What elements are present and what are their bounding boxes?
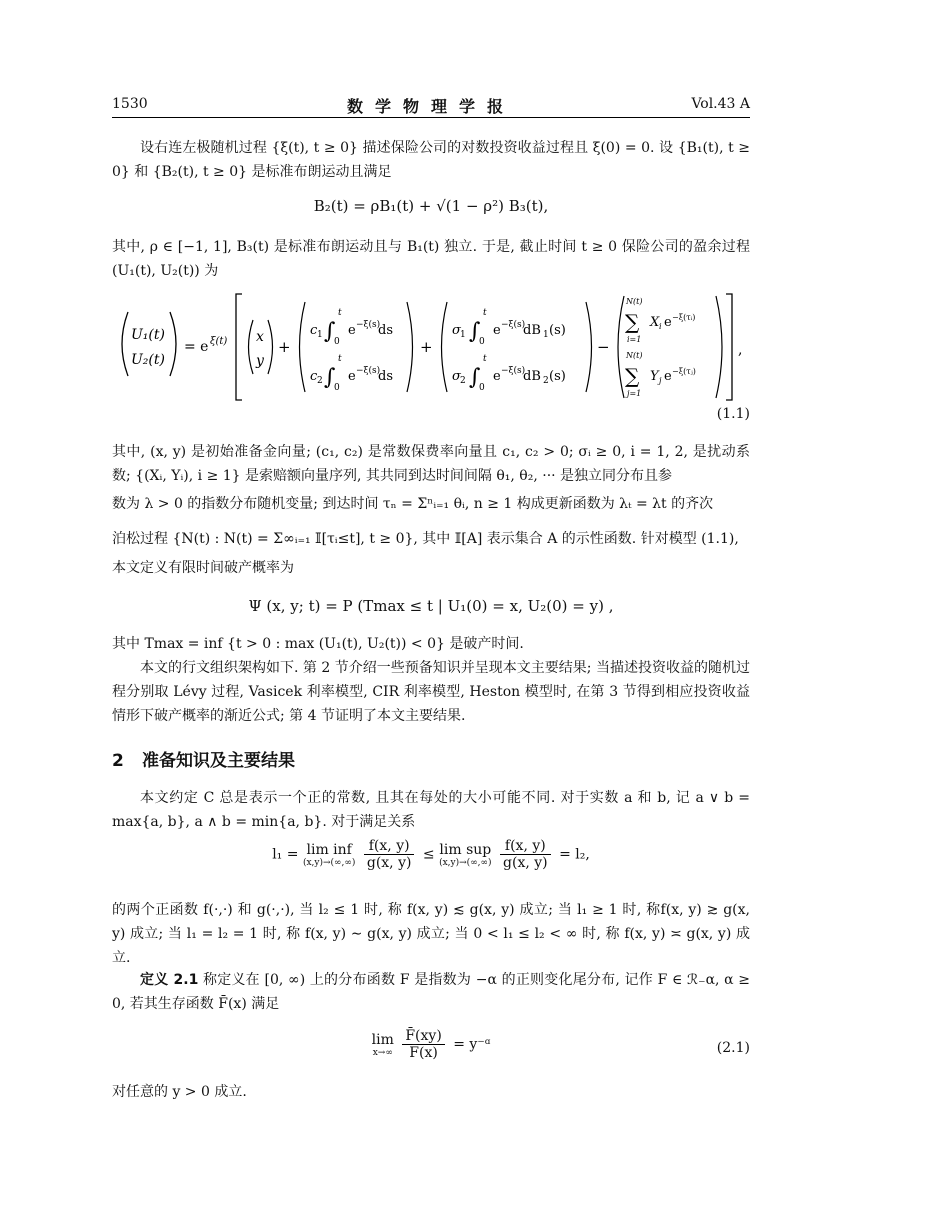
vec-y: y — [256, 353, 264, 369]
svg-text:σ: σ — [452, 369, 461, 384]
eq21-rhs: = y⁻ᵅ — [453, 1036, 491, 1053]
l1-symbol: l₁ = — [272, 846, 303, 863]
svg-text:X: X — [650, 315, 660, 330]
paragraph-definitions-4: 本文定义有限时间破产概率为 — [112, 560, 294, 576]
svg-text:t: t — [483, 354, 487, 364]
svg-text:j=1: j=1 — [627, 389, 642, 398]
svg-text:∑: ∑ — [625, 364, 640, 388]
section-number: 2 — [112, 751, 124, 771]
running-header — [112, 96, 750, 116]
paragraph-final: 对任意的 y > 0 成立. — [112, 1084, 247, 1100]
svg-text:i=1: i=1 — [627, 335, 642, 344]
svg-text:1: 1 — [460, 330, 466, 340]
paragraph-definitions-1: 其中, (x, y) 是初始准备金向量; (c₁, c₂) 是常数保费率向量且 c₁, c₂ > 0; σᵢ ≥ 0, i = 1, 2, 是扰动系数; {(Xᵢ, Yᵢ), i ≥ 1} 是索赔额向量序列, 其共同到达时间间隔 θ₁, θ₂, ··· 是独立同分布且参 — [112, 444, 750, 484]
lim-operator: lim x→∞ — [371, 1031, 394, 1058]
svg-text:e: e — [664, 369, 672, 384]
svg-text:t: t — [338, 308, 342, 318]
svg-text:−ξ(s): −ξ(s) — [501, 366, 526, 376]
limsup: lim sup (x,y)→(∞,∞) — [439, 841, 492, 868]
svg-text:dB: dB — [523, 323, 541, 338]
svg-text:∫: ∫ — [324, 319, 336, 344]
paragraph-ruin-time: 其中 Tmax = inf {t > 0 : max (U₁(t), U₂(t)) < 0} 是破产时间. — [112, 636, 524, 652]
svg-text:ds: ds — [378, 369, 393, 384]
equation-label-1-1: (1.1) — [716, 406, 750, 422]
svg-text:0: 0 — [479, 337, 485, 347]
svg-text:0: 0 — [334, 337, 340, 347]
lhs-top: U₁(t) — [131, 327, 165, 343]
svg-text:+: + — [278, 338, 291, 356]
paragraph-asymptotics: 的两个正函数 f(·,·) 和 g(·,·), 当 l₂ ≤ 1 时, 称 f(x, y) ≲ g(x, y) 成立; 当 l₁ ≥ 1 时, 称f(x, y) ≳ g(x, y) 成立; 当 l₁ = l₂ = 1 时, 称 f(x, y) ∼ g(x, y) 成立; 当 0 < l₁ ≤ l₂ < ∞ 时, 称 f(x, y) ≍ g(x, y) 成立. — [112, 902, 750, 966]
svg-text:c: c — [310, 369, 318, 384]
svg-text:e: e — [664, 315, 672, 330]
svg-text:e: e — [348, 369, 356, 384]
svg-text:ds: ds — [378, 323, 393, 338]
svg-text:2: 2 — [543, 376, 549, 386]
equation-2-1 — [112, 1028, 750, 1072]
svg-text:j: j — [659, 376, 662, 385]
volume-label: Vol.43 A — [691, 96, 750, 112]
paragraph-conventions: 本文约定 C 总是表示一个正的常数, 且其在每处的大小可能不同. 对于实数 a 和 b, 记 a ∨ b = max{a, b}, a ∧ b = min{a, b}. 对于满足关系 — [112, 790, 750, 830]
svg-text:∫: ∫ — [469, 319, 481, 344]
svg-text:−ξ(s): −ξ(s) — [501, 320, 526, 330]
svg-text:∫: ∫ — [324, 365, 336, 390]
svg-text:N(t): N(t) — [626, 351, 643, 360]
svg-text:∫: ∫ — [469, 365, 481, 390]
svg-text:c: c — [310, 323, 318, 338]
paragraph-surplus: 其中, ρ ∈ [−1, 1], B₃(t) 是标准布朗运动且与 B₁(t) 独立. 于是, 截止时间 t ≥ 0 保险公司的盈余过程 (U₁(t), U₂(t)) 为 — [112, 239, 750, 279]
svg-text:e: e — [348, 323, 356, 338]
definition-2-1 — [112, 968, 750, 1016]
svg-text:i: i — [659, 322, 662, 331]
equals-e: = e — [184, 339, 209, 355]
svg-text:∑: ∑ — [625, 310, 640, 334]
svg-text:N(t): N(t) — [626, 297, 643, 306]
section-heading — [112, 746, 295, 771]
paragraph-organization: 本文的行文组织架构如下. 第 2 节介绍一些预备知识并呈现本文主要结果; 当描述投资收益的随机过程分别取 Lévy 过程, Vasicek 利率模型, CIR 利率模型, Heston 模型时, 在第 3 节得到相应投资收益情形下破产概率的渐近公式; 第 4 节证明了本文主要结果. — [112, 660, 750, 724]
svg-text:e: e — [493, 323, 501, 338]
svg-text:1: 1 — [317, 330, 323, 340]
definition-text: 称定义在 [0, ∞) 上的分布函数 F 是指数为 −α 的正则变化尾分布, 记作 F ∈ ℛ₋α, α ≥ 0, 若其生存函数 F̄(x) 满足 — [112, 972, 750, 1012]
svg-text:dB: dB — [523, 369, 541, 384]
svg-text:,: , — [738, 342, 743, 358]
paragraph-definitions-3: 泊松过程 {N(t) : N(t) = Σ∞ᵢ₌₁ 𝕀[τᵢ≤t], t ≥ 0}, 其中 𝕀[A] 表示集合 A 的示性函数. 针对模型 (1.1), — [112, 531, 739, 547]
lhs-bottom: U₂(t) — [131, 352, 165, 368]
l2-symbol: = l₂, — [559, 846, 590, 863]
definition-label: 定义 2.1 — [140, 972, 199, 988]
svg-text:(s): (s) — [549, 323, 566, 338]
paragraph-definitions-2: 数为 λ > 0 的指数分布随机变量; 到达时间 τₙ = Σⁿᵢ₌₁ θᵢ, n ≥ 1 构成更新函数为 λₜ = λt 的齐次 — [112, 496, 714, 512]
equation-limits — [112, 838, 750, 888]
svg-text:t: t — [483, 308, 487, 318]
equation-1-1 — [112, 292, 750, 422]
header-rule — [112, 117, 750, 118]
paragraph-intro: 设右连左极随机过程 {ξ(t), t ≥ 0} 描述保险公司的对数投资收益过程且 ξ(0) = 0. 设 {B₁(t), t ≥ 0} 和 {B₂(t), t ≥ 0} 是标准布朗运动且满足 — [112, 140, 750, 180]
le-symbol: ≤ — [422, 846, 435, 863]
svg-text:t: t — [338, 354, 342, 364]
svg-text:−ξ(τᵢ): −ξ(τᵢ) — [672, 313, 696, 322]
vec-x: x — [256, 329, 264, 345]
liminf: lim inf (x,y)→(∞,∞) — [302, 841, 356, 868]
svg-text:e: e — [493, 369, 501, 384]
equation-ruin-probability: Ψ (x, y; t) = P (Tmax ≤ t | U₁(0) = x, U₂(0) = y) , — [248, 597, 614, 615]
equation-b2: B₂(t) = ρB₁(t) + √(1 − ρ²) B₃(t), — [313, 197, 549, 215]
svg-text:Y: Y — [650, 369, 659, 384]
exponent: ξ(t) — [210, 336, 228, 347]
page-number: 1530 — [112, 96, 148, 112]
section-title: 准备知识及主要结果 — [142, 751, 295, 771]
svg-text:2: 2 — [317, 376, 323, 386]
journal-title: 数学物理学报 — [346, 97, 515, 116]
survival-fraction: $\frac{F̄(xy)}{F̄(x)}$ — [402, 1028, 444, 1061]
svg-text:σ: σ — [452, 323, 461, 338]
svg-text:−ξ(s): −ξ(s) — [356, 320, 381, 330]
equation-label-2-1: (2.1) — [716, 1040, 750, 1056]
svg-text:0: 0 — [479, 383, 485, 393]
equation-1-1-svg — [112, 292, 750, 422]
svg-text:1: 1 — [543, 330, 549, 340]
fraction-2: $\frac{f(x, y)}{g(x, y)}$ — [500, 838, 551, 871]
svg-text:−ξ(τⱼ): −ξ(τⱼ) — [672, 367, 696, 376]
fraction-1: $\frac{f(x, y)}{g(x, y)}$ — [364, 838, 415, 871]
svg-text:−ξ(s): −ξ(s) — [356, 366, 381, 376]
svg-text:(s): (s) — [549, 369, 566, 384]
svg-text:+: + — [420, 338, 433, 356]
svg-text:2: 2 — [460, 376, 466, 386]
svg-text:0: 0 — [334, 383, 340, 393]
svg-text:−: − — [597, 338, 610, 356]
